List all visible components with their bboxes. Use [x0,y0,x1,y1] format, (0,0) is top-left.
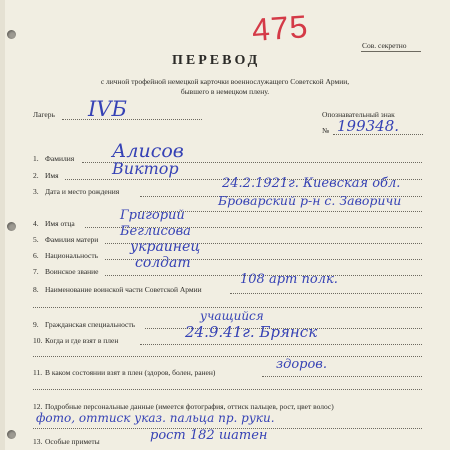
id-tag-label: Опознавательный знак [322,110,395,119]
camp-value: IVБ [88,97,127,121]
id-tag-prefix: № [322,126,330,135]
field-1-number: 1. [33,154,39,163]
field-8-value: 108 арт полк. [240,272,338,287]
document-title: ПЕРЕВОД [172,53,261,68]
secret-underline [361,51,421,52]
field-5-number: 5. [33,235,39,244]
field-9-number: 9. [33,320,39,329]
field-4-number: 4. [33,219,39,228]
field-8-label: Наименование воинской части Советской Армии [45,285,202,294]
field-9-label: Гражданская специальность [45,320,136,329]
camp-label: Лагерь [33,110,55,119]
field-13-number: 13. [33,437,43,446]
field-2-number: 2. [33,171,39,180]
field-11-line-2 [33,389,422,390]
punch-hole [7,30,16,39]
id-tag-line [333,134,423,135]
field-11-label: В каком состоянии взят в плен (здоров, болен, ранен) [45,368,216,377]
field-1-value: Алисов [112,140,184,162]
field-12-label: Подробные персональные данные (имеется фотография, оттиск пальцев, рост, цвет волос) [45,402,334,411]
subtitle-line-2: бывшего в немецком плену. [180,87,270,96]
field-7-number: 7. [33,267,39,276]
field-11-line [262,376,422,377]
field-3-value: 24.2.1921г. Киевская обл. [222,176,401,191]
field-7-value: солдат [135,255,191,271]
field-2-value: Виктор [112,159,179,178]
field-12-number: 12. [33,402,43,411]
field-3-number: 3. [33,187,39,196]
field-8-line [230,293,422,294]
field-10-number: 10. [33,336,43,345]
field-4-label: Имя отца [45,219,75,228]
field-11-value: здоров. [276,357,328,372]
field-5-label: Фамилия матери [45,235,99,244]
paper-edge [0,0,5,450]
field-13-value: рост 182 шатен [150,428,268,443]
field-5-value: Беглисова [120,224,191,239]
punch-hole [7,430,16,439]
id-tag-value: 199348. [337,117,400,135]
field-6-value: украинец [130,239,201,255]
field-10-line [140,344,422,345]
field-8-number: 8. [33,285,39,294]
field-6-label: Национальность [45,251,99,260]
field-4-value: Григорий [120,208,185,223]
field-10-line-2 [33,356,422,357]
secret-label: Сов. секретно [362,41,407,50]
field-3-label: Дата и место рождения [45,187,120,196]
punch-hole [7,222,16,231]
camp-line [62,119,202,120]
field-3-value-2: Броварский р-н с. Заворичи [218,193,402,208]
field-8-line-2 [33,307,422,308]
field-10-value: 24.9.41г. Брянск [185,323,318,341]
field-10-label: Когда и где взят в плен [45,336,119,345]
field-11-number: 11. [33,368,43,377]
field-2-label: Имя [45,171,59,180]
red-stamp-number: 475 [250,8,310,48]
field-12-value: фото, оттиск указ. пальца пр. руки. [36,411,275,425]
field-6-number: 6. [33,251,39,260]
field-13-label: Особые приметы [45,437,100,446]
field-9-value: учащийся [200,309,264,323]
subtitle-line-1: с личной трофейной немецкой карточки военнослужащего Советской Армии, [100,77,350,86]
field-1-label: Фамилия [45,154,75,163]
field-7-label: Воинское звание [45,267,99,276]
